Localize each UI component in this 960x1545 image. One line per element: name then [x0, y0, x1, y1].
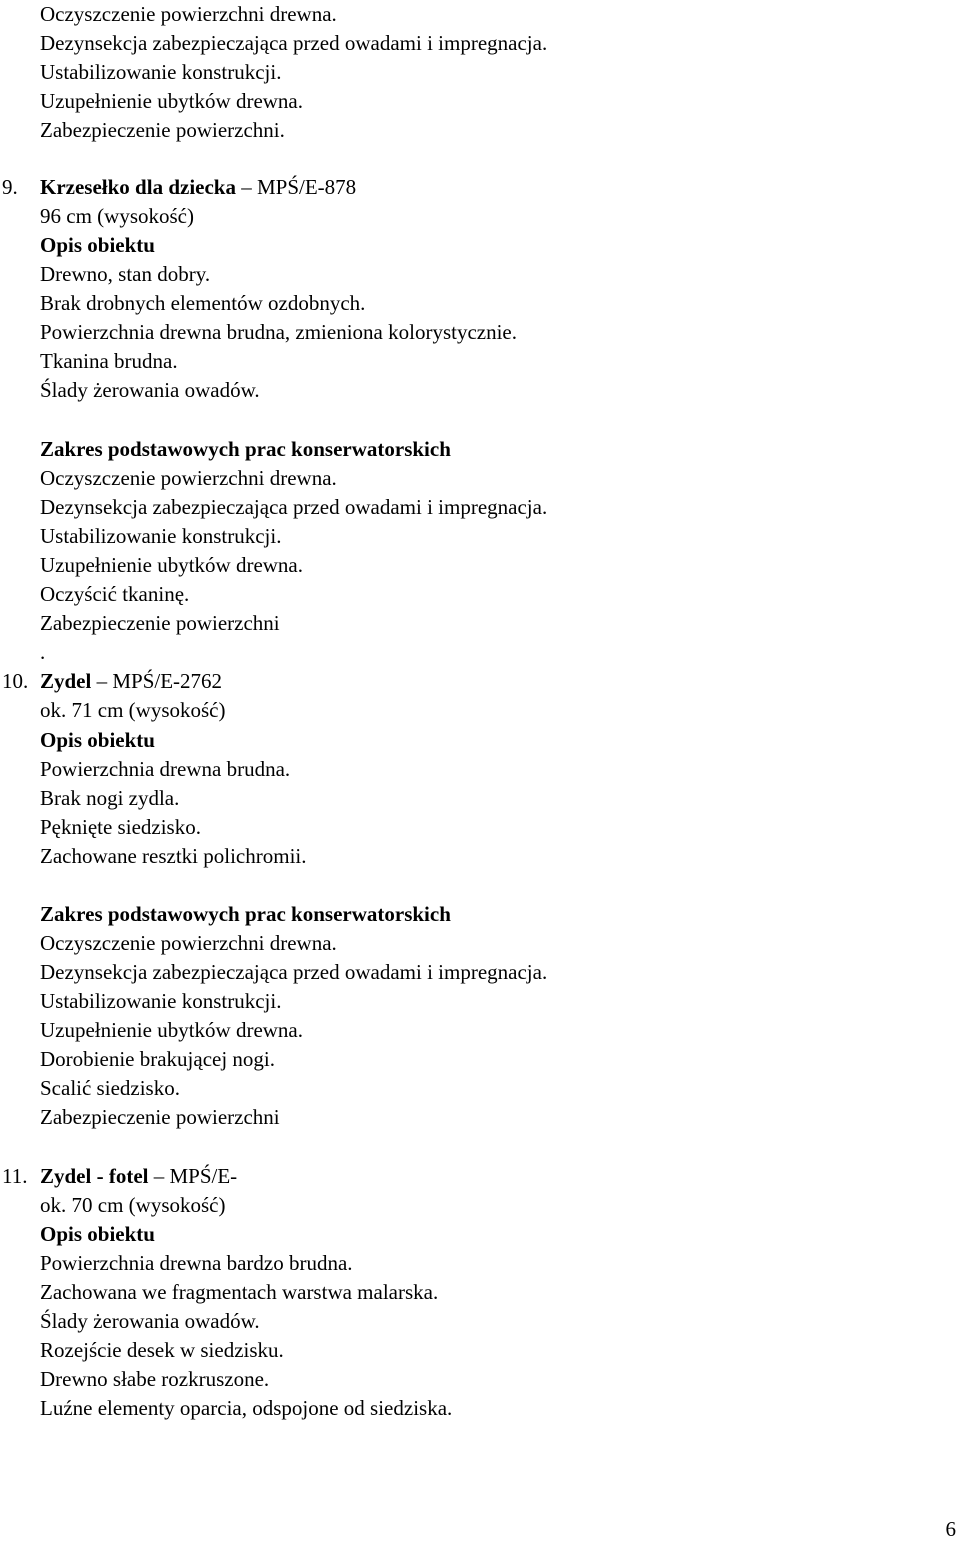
- description-line: Powierzchnia drewna brudna, zmieniona kolorystycznie.: [40, 320, 518, 344]
- item-code: – MPŚ/E-: [153, 1164, 238, 1188]
- scope-line: Oczyszczenie powierzchni drewna.: [40, 931, 337, 955]
- item-title-line: [40, 667, 222, 696]
- description-line: Brak drobnych elementów ozdobnych.: [40, 291, 366, 315]
- item-code: – MPŚ/E-878: [241, 175, 357, 199]
- item-title-line: [40, 1162, 237, 1191]
- scope-line: Zabezpieczenie powierzchni: [40, 1105, 280, 1129]
- scope-line: Uzupełnienie ubytków drewna.: [40, 1018, 304, 1042]
- scope-line: Dorobienie brakującej nogi.: [40, 1047, 275, 1071]
- item-number: 10.: [2, 669, 29, 693]
- top-list-item: Dezynsekcja zabezpieczająca przed owadami i impregnacja.: [40, 31, 548, 55]
- description-line: Rozejście desek w siedzisku.: [40, 1338, 284, 1362]
- description-line: Drewno, stan dobry.: [40, 262, 211, 286]
- description-line: Zachowana we fragmentach warstwa malarska.: [40, 1280, 439, 1304]
- item-title: Krzesełko dla dziecka: [40, 175, 236, 199]
- page-number: 6: [945, 1517, 956, 1541]
- item-title: Zydel - fotel: [40, 1164, 149, 1188]
- scope-heading: Zakres podstawowych prac konserwatorskich: [40, 902, 451, 926]
- scope-line: Oczyszczenie powierzchni drewna.: [40, 466, 337, 490]
- item-number: 9.: [2, 175, 18, 199]
- description-line: Luźne elementy oparcia, odspojone od siedziska.: [40, 1396, 453, 1420]
- scope-line: Zabezpieczenie powierzchni: [40, 611, 280, 635]
- description-heading: Opis obiektu: [40, 233, 155, 257]
- scope-line: Dezynsekcja zabezpieczająca przed owadami i impregnacja.: [40, 960, 548, 984]
- description-line: Powierzchnia drewna brudna.: [40, 757, 291, 781]
- top-list-item: Zabezpieczenie powierzchni.: [40, 118, 285, 142]
- scope-line: Uzupełnienie ubytków drewna.: [40, 553, 304, 577]
- item-number: 11.: [2, 1164, 28, 1188]
- scope-line: Oczyścić tkaninę.: [40, 582, 190, 606]
- description-line: Tkanina brudna.: [40, 349, 178, 373]
- top-list-item: Oczyszczenie powierzchni drewna.: [40, 2, 337, 26]
- description-line: Zachowane resztki polichromii.: [40, 844, 307, 868]
- top-list-item: Ustabilizowanie konstrukcji.: [40, 60, 282, 84]
- top-list-item: Uzupełnienie ubytków drewna.: [40, 89, 304, 113]
- description-line: Powierzchnia drewna bardzo brudna.: [40, 1251, 353, 1275]
- item-title: Zydel: [40, 669, 92, 693]
- description-line: Pęknięte siedzisko.: [40, 815, 201, 839]
- description-line: Ślady żerowania owadów.: [40, 1309, 260, 1333]
- description-heading: Opis obiektu: [40, 1222, 155, 1246]
- item-height: 96 cm (wysokość): [40, 204, 194, 228]
- scope-line: .: [40, 640, 46, 664]
- item-title-line: [40, 173, 356, 202]
- scope-line: Ustabilizowanie konstrukcji.: [40, 524, 282, 548]
- description-line: Ślady żerowania owadów.: [40, 378, 260, 402]
- scope-line: Ustabilizowanie konstrukcji.: [40, 989, 282, 1013]
- scope-line: Dezynsekcja zabezpieczająca przed owadami i impregnacja.: [40, 495, 548, 519]
- item-code: – MPŚ/E-2762: [96, 669, 223, 693]
- scope-heading: Zakres podstawowych prac konserwatorskich: [40, 437, 451, 461]
- description-line: Brak nogi zydla.: [40, 786, 180, 810]
- description-line: Drewno słabe rozkruszone.: [40, 1367, 270, 1391]
- scope-line: Scalić siedzisko.: [40, 1076, 180, 1100]
- item-height: ok. 71 cm (wysokość): [40, 698, 226, 722]
- item-height: ok. 70 cm (wysokość): [40, 1193, 226, 1217]
- description-heading: Opis obiektu: [40, 728, 155, 752]
